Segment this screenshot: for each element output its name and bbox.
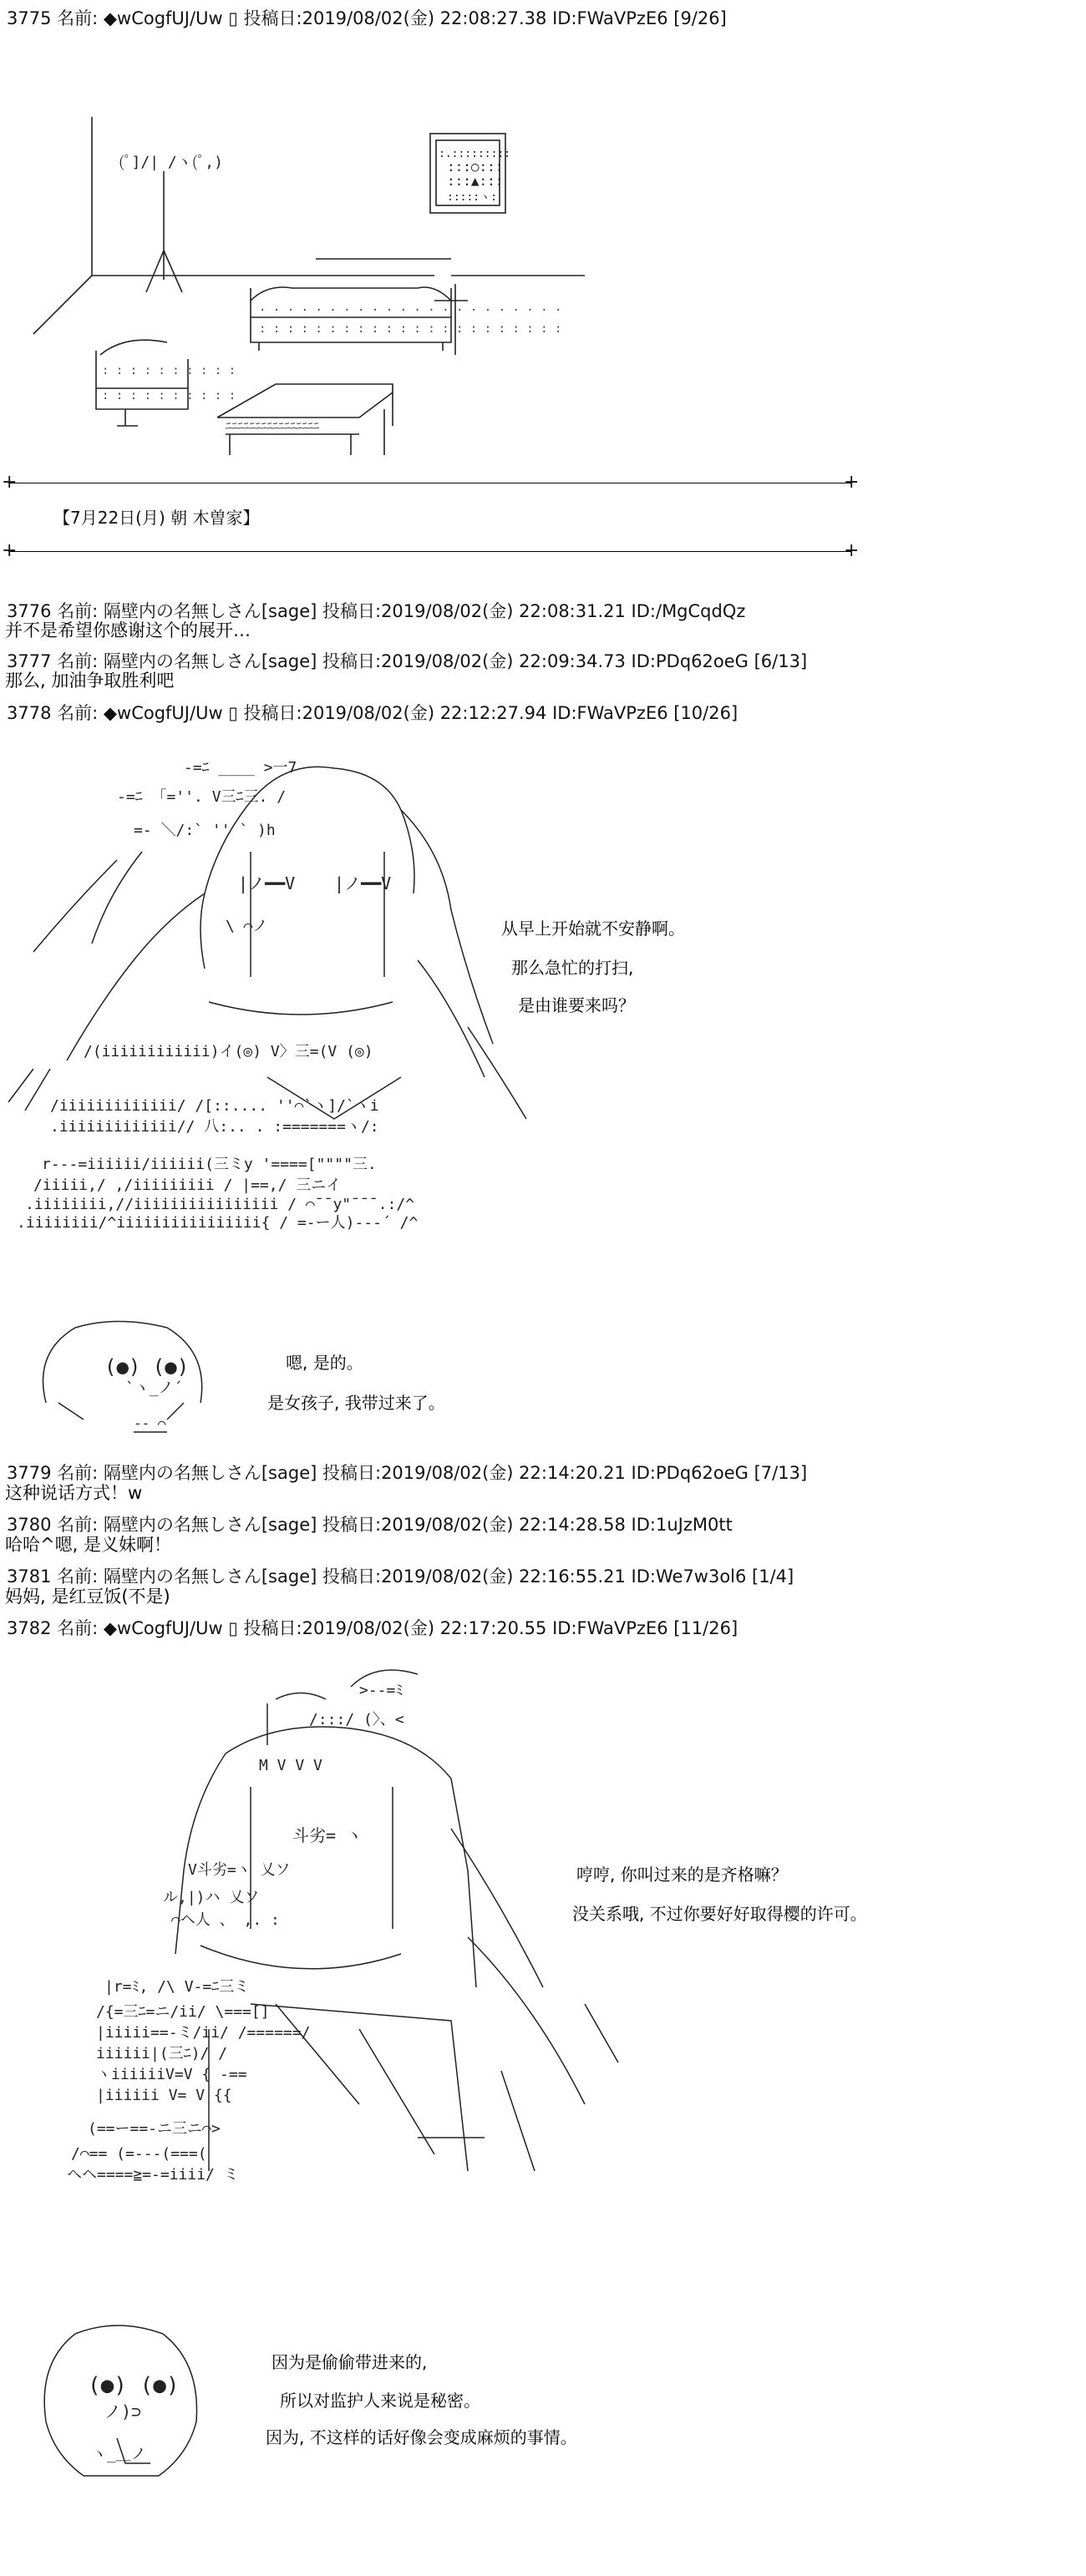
post-header-3775: 3775 名前: ◆wCogfUJ/Uw ▯ 投稿日:2019/08/02(金) 22:08:27.38 ID:FWaVPzE6 [9/26] [7,8,727,28]
scene-label: 【7月22日(月) 朝 木曽家】 [53,508,260,528]
face1-bottom: -- ⌒ [134,1415,166,1431]
svg-text:ﾆﾆﾆﾆﾆﾆﾆﾆﾆﾆﾆﾆﾆﾆﾆﾆ: ﾆﾆﾆﾆﾆﾆﾆﾆﾆﾆﾆﾆﾆﾆﾆﾆ [226,420,319,433]
girl2-line-6: |r=ﾐ, /\ V-=ﾆ三ミ [104,1978,250,1996]
girl1-dialog-line-2: 那么急忙的打扫, [511,958,634,978]
room-ascii-art [0,0,1086,468]
girl2-line-5: ⌒ヘ人 、 ,. : [171,1911,280,1929]
face2-dialog-line-1: 因为是偷偷带进来的, [272,2352,428,2372]
girl2-line-4: ル,|)ハ 乂ソ [163,1889,260,1906]
coat-hanger-art: (ﾟ]/| /ヽ(ﾟ,) [119,154,223,171]
girl2-eyes: 斗劣= ヽ [292,1825,363,1845]
face2-dialog-line-3: 因为, 不这样的话好像会变成麻烦的事情。 [266,2427,577,2447]
girl2-dialog-line-1: 哼哼, 你叫过来的是齐格嘛？ [576,1865,788,1885]
picture-line-2: :::○::: [447,159,504,175]
picture-line-1: :.::::::::: [439,148,511,160]
face1-dialog-line-1: 嗯, 是的。 [286,1353,363,1373]
girl2-line-14: ヘヘ====≧=-=iiii/ ミ [67,2166,239,2184]
girl2-line-7: /{=三ﾆ=ニ/ii/ \===[] [96,2003,270,2021]
girl2-mouth: V斗劣=ヽ 乂ソ [188,1861,291,1879]
divider-top-right-plus: + [844,472,860,493]
divider-bottom-left-plus: + [2,540,18,561]
face2-mouth: ノ)⊃ [104,2401,142,2422]
girl1-line-1: -=ﾆ ____ >一7 [184,759,297,777]
girl1-dialog-line-1: 从早上开始就不安静啊。 [501,919,685,939]
girl1-line-8: /iiiii,/ ,/iiiiiiiii / |==,/ 三ニイ [33,1177,342,1194]
girl1-line-5: /iiiiiiiiiiiii/ /[::.... ''⌒`ヽ]/`ヽi [50,1097,379,1115]
svg-text:: : : : : : : : : : : : : : :: : : : : : : : : : : : : : : : : : : : : : : [259,322,562,336]
girl2-line-11: |iiiiii V= V {{ [96,2087,232,2104]
girl1-line-3: =- ＼/:` '' ` )h [134,822,276,839]
girl2-line-1: >--=ﾐ [359,1682,403,1699]
post-body-3776: 并不是希望你感谢这个的展开… [5,620,251,640]
divider-bottom [8,551,852,552]
girl2-line-10: ヽiiiiiiV=V { -== [96,2066,247,2083]
girl2-line-13: /⌒== (=---(===( [71,2145,207,2163]
girl1-eyes-left: |ノ━━V [238,873,296,893]
svg-text:: : : : : : : : : :: : : : : : : : : : : [102,364,236,377]
svg-text:. . . . . . . . . . . . . . .: . . . . . . . . . . . . . . . . . . . . . . [259,301,562,314]
divider-top-left-plus: + [2,472,18,493]
girl1-mouth: \ ⌒ノ [226,918,268,935]
post-header-3782: 3782 名前: ◆wCogfUJ/Uw ▯ 投稿日:2019/08/02(金) 22:17:20.55 ID:FWaVPzE6 [11/26] [7,1618,738,1638]
girl-2-ascii-art [0,1637,1086,2204]
girl2-dialog-line-2: 没关系哦, 不过你要好好取得樱的许可。 [572,1904,867,1924]
girl2-line-9: iiiiii|(三ﾆ)/ / [96,2045,228,2062]
face2-bottom: ヽ_＿ノ [92,2446,146,2463]
picture-line-4: :::::ヽ: [447,191,497,204]
post-header-3779: 3779 名前: 隔壁内の名無しさん[sage] 投稿日:2019/08/02(金) 22:14:20.21 ID:PDq62oeG [7/13] [7,1463,808,1483]
post-body-3780: 哈哈^嗯, 是义妹啊！ [5,1535,171,1555]
face1-mouth: `ヽ_ノ´ [125,1379,183,1397]
post-header-3776: 3776 名前: 隔壁内の名無しさん[sage] 投稿日:2019/08/02(金) 22:08:31.21 ID:/MgCqdQz [7,601,746,621]
girl1-line-10: .iiiiiiii/^iiiiiiiiiiiiiiii{ / =-ー人)---´ /^ [17,1214,419,1232]
post-header-3780: 3780 名前: 隔壁内の名無しさん[sage] 投稿日:2019/08/02(金) 22:14:28.58 ID:1uJzM0tt [7,1515,733,1535]
face2-eyes: (●) (●) [88,2373,180,2398]
post-body-3777: 那么, 加油争取胜利吧 [5,671,175,691]
girl2-line-3: M V V V [259,1757,322,1774]
girl1-line-2: -=ﾆ 「=''. V三ﾆ三. / [117,788,287,806]
post-header-3777: 3777 名前: 隔壁内の名無しさん[sage] 投稿日:2019/08/02(金) 22:09:34.73 ID:PDq62oeG [6/13] [7,651,808,671]
girl1-line-7: r---=iiiiii/iiiiii(三ミy '====[""""三. [42,1156,377,1173]
girl1-line-9: .iiiiiiii,//iiiiiiiiiiiiiiii / ⌒¯¯y"¯¯¯.:/^ [25,1196,414,1213]
girl2-line-12: (==ー==-ニ三ニ⌒> [88,2120,221,2138]
girl1-eyes-right: |ノ━━V [334,873,392,893]
svg-text:: : : : : : : : : :: : : : : : : : : : : [102,389,236,402]
post-body-3779: 这种说话方式！w [5,1483,143,1503]
face1-dialog-line-2: 是女孩子, 我带过来了。 [267,1393,445,1413]
face-1-ascii-art [0,1311,334,1445]
face2-dialog-line-2: 所以对监护人来说是秘密。 [280,2391,480,2411]
picture-line-3: :::▲::: [447,173,504,189]
face1-eyes: (●) (●) [104,1355,190,1379]
post-header-3781: 3781 名前: 隔壁内の名無しさん[sage] 投稿日:2019/08/02(金) 22:16:55.21 ID:We7w3ol6 [1/4] [7,1566,794,1587]
girl1-ribbon: /(iiiiiiiiiiii)イ(◎) V〉三=(V (◎) [84,1043,373,1060]
post-body-3781: 妈妈, 是红豆饭(不是) [5,1587,170,1607]
girl1-dialog-line-3: 是由谁要来吗？ [518,995,635,1015]
post-header-3778: 3778 名前: ◆wCogfUJ/Uw ▯ 投稿日:2019/08/02(金) 22:12:27.94 ID:FWaVPzE6 [10/26] [7,703,738,723]
girl2-line-2: /:::/ (〉、< [309,1711,404,1728]
girl2-line-8: |iiiii==-ミ/ii/ /======/ [96,2024,311,2042]
girl1-line-6: .iiiiiiiiiiiii// 八:.. . :=======ヽ/: [50,1118,379,1136]
divider-bottom-right-plus: + [844,540,860,561]
